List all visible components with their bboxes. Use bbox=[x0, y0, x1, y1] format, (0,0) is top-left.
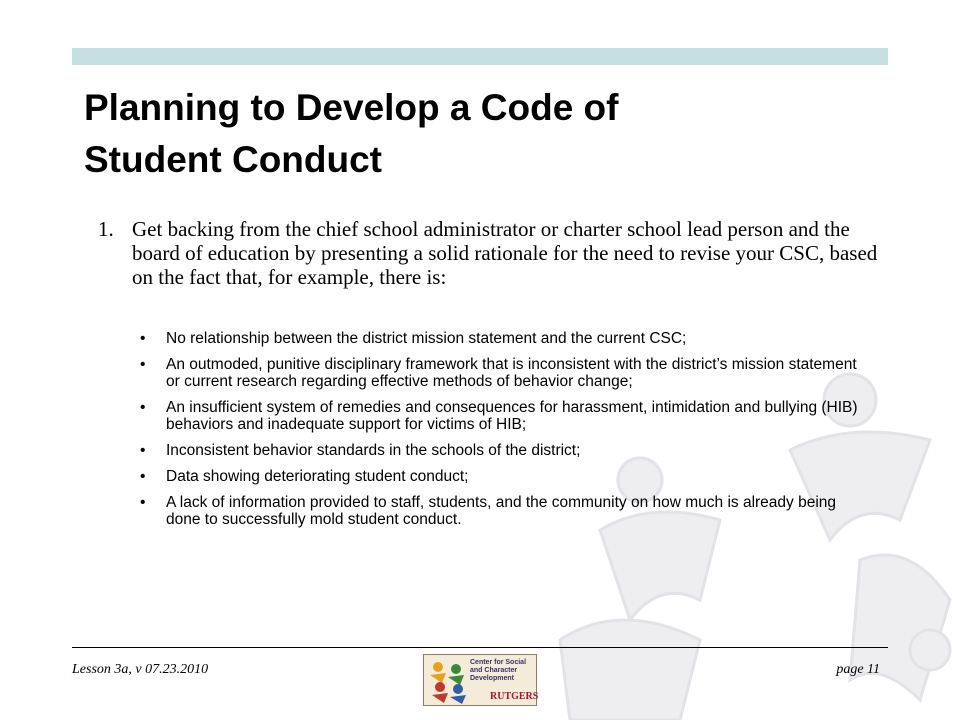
bullet-icon: • bbox=[140, 330, 146, 347]
bullet-icon: • bbox=[140, 399, 146, 416]
list-item-text: Data showing deteriorating student conduct; bbox=[166, 468, 469, 485]
slide-title bbox=[84, 82, 864, 186]
bullet-list bbox=[140, 330, 860, 537]
item-number: 1. bbox=[98, 217, 114, 241]
logo-university: RUTGERS bbox=[490, 691, 539, 702]
title-line-2: Student Conduct bbox=[84, 139, 383, 180]
lesson-version: Lesson 3a, v 07.23.2010 bbox=[72, 662, 209, 677]
list-item-text: A lack of information provided to staff, students, and the community on how much is already being done to successfully mold student conduct. bbox=[166, 494, 837, 528]
top-accent-bar bbox=[72, 48, 888, 65]
bullet-icon: • bbox=[140, 442, 146, 459]
cscd-rutgers-logo bbox=[423, 654, 537, 706]
list-item bbox=[140, 468, 860, 485]
page-number: page 11 bbox=[836, 662, 880, 677]
list-item bbox=[140, 442, 860, 459]
figures-logo-icon bbox=[426, 655, 472, 705]
list-item-text: Inconsistent behavior standards in the schools of the district; bbox=[166, 442, 581, 459]
list-item bbox=[140, 399, 860, 433]
list-item bbox=[140, 356, 860, 390]
list-item bbox=[140, 330, 860, 347]
footer-divider bbox=[72, 647, 888, 648]
list-item-text: An insufficient system of remedies and consequences for harassment, intimidation and bullying (HIB) behaviors and inadequate support for victims of HIB; bbox=[166, 399, 858, 433]
bullet-icon: • bbox=[140, 494, 146, 511]
list-item-text: No relationship between the district mission statement and the current CSC; bbox=[166, 330, 687, 347]
numbered-item bbox=[98, 217, 888, 289]
list-item bbox=[140, 494, 860, 528]
bullet-icon: • bbox=[140, 468, 146, 485]
title-line-1: Planning to Develop a Code of bbox=[84, 87, 619, 128]
logo-org-name: Center for Social and Character Development bbox=[470, 659, 527, 682]
bullet-icon: • bbox=[140, 356, 146, 373]
list-item-text: An outmoded, punitive disciplinary framework that is inconsistent with the district’s mission statement or current research regarding effective methods of behavior change; bbox=[166, 356, 857, 390]
item-text: Get backing from the chief school administrator or charter school lead person and the board of education by presenting a solid rationale for the need to revise your CSC, based on the fact that, for example, there is: bbox=[132, 217, 878, 289]
